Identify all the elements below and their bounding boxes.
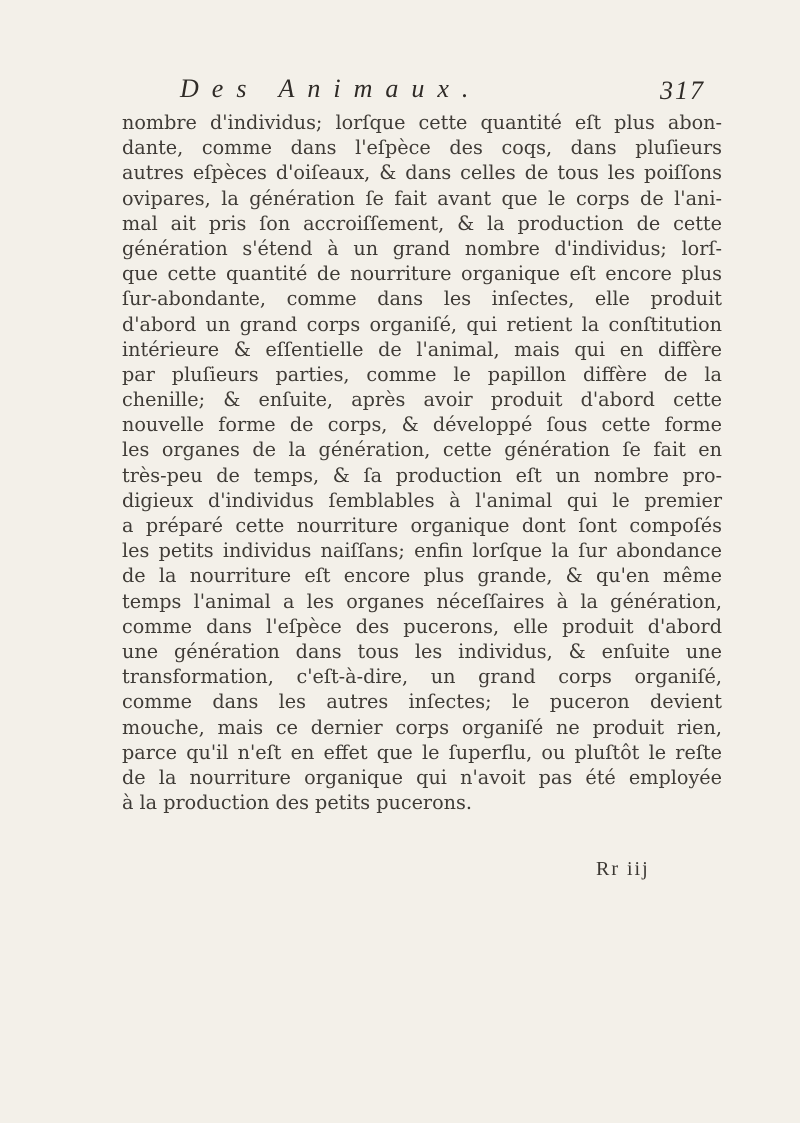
text-line: autres eſpèces d'oiſeaux, & dans celles de tous les poiſſons xyxy=(122,161,722,185)
running-head xyxy=(180,74,705,110)
text-line: nombre d'individus; lorſque cette quantité eſt plus abon- xyxy=(122,111,722,134)
text-line: mal ait pris ſon accroiſſement, & la production de cette xyxy=(122,211,722,235)
text-line-last: à la production des petits pucerons. xyxy=(122,791,472,815)
body-text xyxy=(122,110,722,815)
text-line: comme dans les autres inſectes; le puceron devient xyxy=(122,690,722,714)
text-line: nouvelle forme de corps, & développé ſous cette forme xyxy=(122,413,722,437)
text-line: intérieure & eſſentielle de l'animal, mais qui en diffère xyxy=(122,337,722,361)
text-line: d'abord un grand corps organiſé, qui retient la conſtitution xyxy=(122,312,722,336)
text-line: les organes de la génération, cette génération ſe fait en xyxy=(122,438,722,462)
text-line: ovipares, la génération ſe fait avant que le corps de l'ani- xyxy=(122,186,722,210)
text-line: ſur-abondante, comme dans les inſectes, elle produit xyxy=(122,287,722,311)
text-line: chenille; & enſuite, après avoir produit d'abord cette xyxy=(122,388,722,412)
text-line: une génération dans tous les individus, & enſuite une xyxy=(122,639,722,663)
text-line: digieux d'individus ſemblables à l'animal qui le premier xyxy=(122,488,722,512)
text-line: parce qu'il n'eſt en effet que le ſuperflu, ou pluſtôt le reſte xyxy=(122,740,722,764)
page-number: 317 xyxy=(660,76,705,105)
text-line: les petits individus naiſſans; enfin lorſque la ſur abondance xyxy=(122,539,722,563)
text-line: a préparé cette nourriture organique dont ſont compoſés xyxy=(122,514,722,537)
text-line: très-peu de temps, & ſa production eſt un nombre pro- xyxy=(122,463,722,487)
text-line: de la nourriture eſt encore plus grande, & qu'en même xyxy=(122,564,722,588)
running-title: Des Animaux. xyxy=(180,74,482,103)
text-line: génération s'étend à un grand nombre d'individus; lorſ- xyxy=(122,236,722,260)
text-line: dante, comme dans l'eſpèce des coqs, dans pluſieurs xyxy=(122,136,722,160)
text-line: de la nourriture organique qui n'avoit pas été employée xyxy=(122,765,722,789)
signature-mark: Rr iij xyxy=(596,858,650,880)
text-line: par pluſieurs parties, comme le papillon diffère de la xyxy=(122,362,722,386)
text-line: mouche, mais ce dernier corps organiſé ne produit rien, xyxy=(122,715,722,739)
text-line: comme dans l'eſpèce des pucerons, elle produit d'abord xyxy=(122,614,722,638)
text-line: transformation, c'eſt-à-dire, un grand corps organiſé, xyxy=(122,665,722,689)
text-line: que cette quantité de nourriture organique eſt encore plus xyxy=(122,262,722,286)
text-line: temps l'animal a les organes néceſſaires à la génération, xyxy=(122,589,722,613)
